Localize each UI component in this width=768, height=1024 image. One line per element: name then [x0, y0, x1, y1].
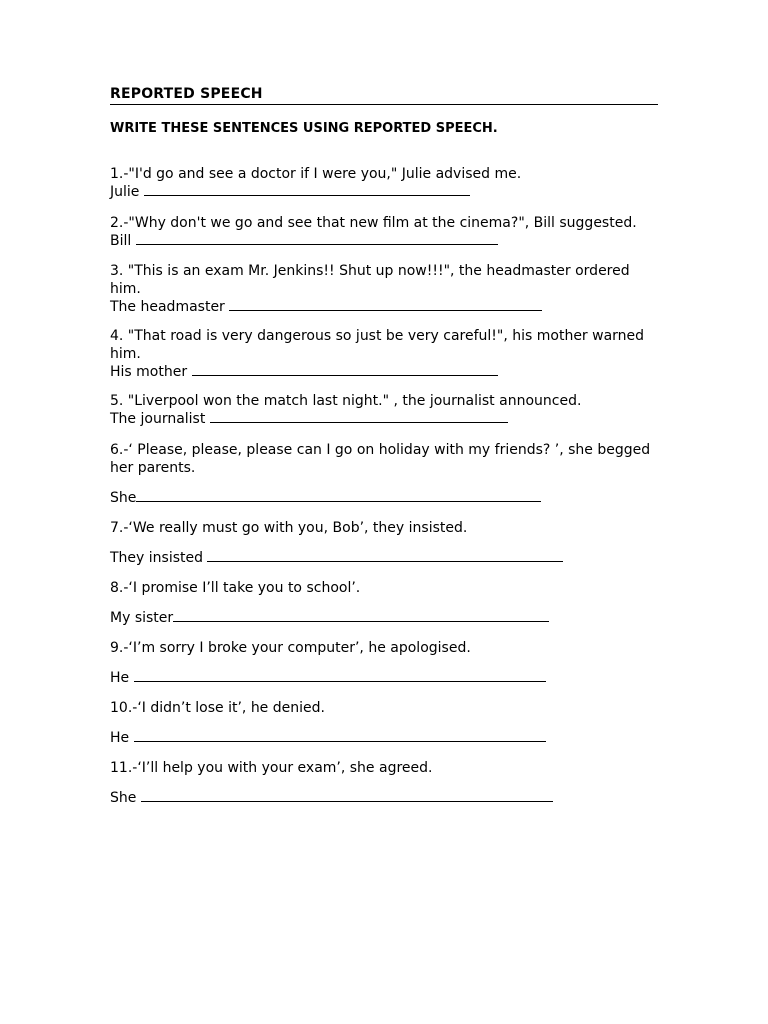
answer-blank[interactable] [141, 789, 553, 802]
exercise-answer-line[interactable] [110, 298, 670, 316]
exercise-question: 10.-‘I didn’t lose it’, he denied. [110, 700, 325, 716]
answer-prompt: He [110, 670, 134, 686]
answer-blank[interactable] [144, 183, 470, 196]
exercise-answer-line[interactable] [110, 549, 670, 567]
exercise-question: 11.-‘I’ll help you with your exam’, she agreed. [110, 760, 433, 776]
answer-prompt: The journalist [110, 411, 210, 427]
exercise-question: 9.-‘I’m sorry I broke your computer’, he apologised. [110, 640, 471, 656]
exercise-answer-line[interactable] [110, 489, 670, 507]
answer-prompt: Bill [110, 233, 136, 249]
exercise-question: 1.-"I'd go and see a doctor if I were you," Julie advised me. [110, 166, 522, 182]
answer-blank[interactable] [136, 489, 541, 502]
answer-blank[interactable] [192, 363, 498, 376]
exercise-answer-line[interactable] [110, 363, 670, 381]
answer-prompt: His mother [110, 364, 192, 380]
exercise-question: 5. "Liverpool won the match last night." , the journalist announced. [110, 393, 582, 409]
exercise-answer-line[interactable] [110, 232, 670, 250]
instructions-heading: WRITE THESE SENTENCES USING REPORTED SPEECH. [110, 121, 498, 136]
exercise-item [110, 392, 670, 428]
exercise-question: 6.-‘ Please, please, please can I go on holiday with my friends? ’, she begged her parents. [110, 442, 651, 476]
answer-blank[interactable] [207, 549, 563, 562]
answer-prompt: She [110, 790, 141, 806]
exercise-item [110, 214, 670, 250]
exercise-answer-line[interactable] [110, 609, 670, 627]
exercise-item [110, 165, 670, 201]
exercise-answer-line[interactable] [110, 729, 670, 747]
exercise-answer-line[interactable] [110, 410, 670, 428]
exercise-item [110, 327, 670, 381]
exercise-item [110, 759, 670, 807]
answer-prompt: She [110, 490, 137, 506]
exercise-answer-line[interactable] [110, 183, 670, 201]
answer-prompt: The headmaster [110, 299, 230, 315]
exercise-question: 3. "This is an exam Mr. Jenkins!! Shut up now!!!", the headmaster ordered him. [110, 263, 630, 297]
answer-blank[interactable] [173, 609, 549, 622]
answer-blank[interactable] [134, 669, 546, 682]
exercise-answer-line[interactable] [110, 789, 670, 807]
answer-prompt: My sister [110, 610, 174, 626]
exercise-answer-line[interactable] [110, 669, 670, 687]
exercise-item [110, 441, 670, 507]
page-title: REPORTED SPEECH [110, 85, 658, 105]
exercise-item [110, 579, 670, 627]
exercise-question: 4. "That road is very dangerous so just be very careful!", his mother warned him. [110, 328, 645, 362]
exercise-item [110, 519, 670, 567]
answer-blank[interactable] [134, 729, 546, 742]
exercise-item [110, 699, 670, 747]
answer-prompt: He [110, 730, 134, 746]
answer-blank[interactable] [210, 410, 508, 423]
exercise-question: 7.-‘We really must go with you, Bob’, they insisted. [110, 520, 468, 536]
answer-blank[interactable] [229, 298, 542, 311]
exercise-question: 2.-"Why don't we go and see that new film at the cinema?", Bill suggested. [110, 215, 637, 231]
answer-prompt: They insisted [110, 550, 208, 566]
exercise-item [110, 262, 670, 316]
answer-blank[interactable] [136, 232, 498, 245]
exercise-item [110, 639, 670, 687]
answer-prompt: Julie [110, 184, 144, 200]
exercise-question: 8.-‘I promise I’ll take you to school’. [110, 580, 361, 596]
